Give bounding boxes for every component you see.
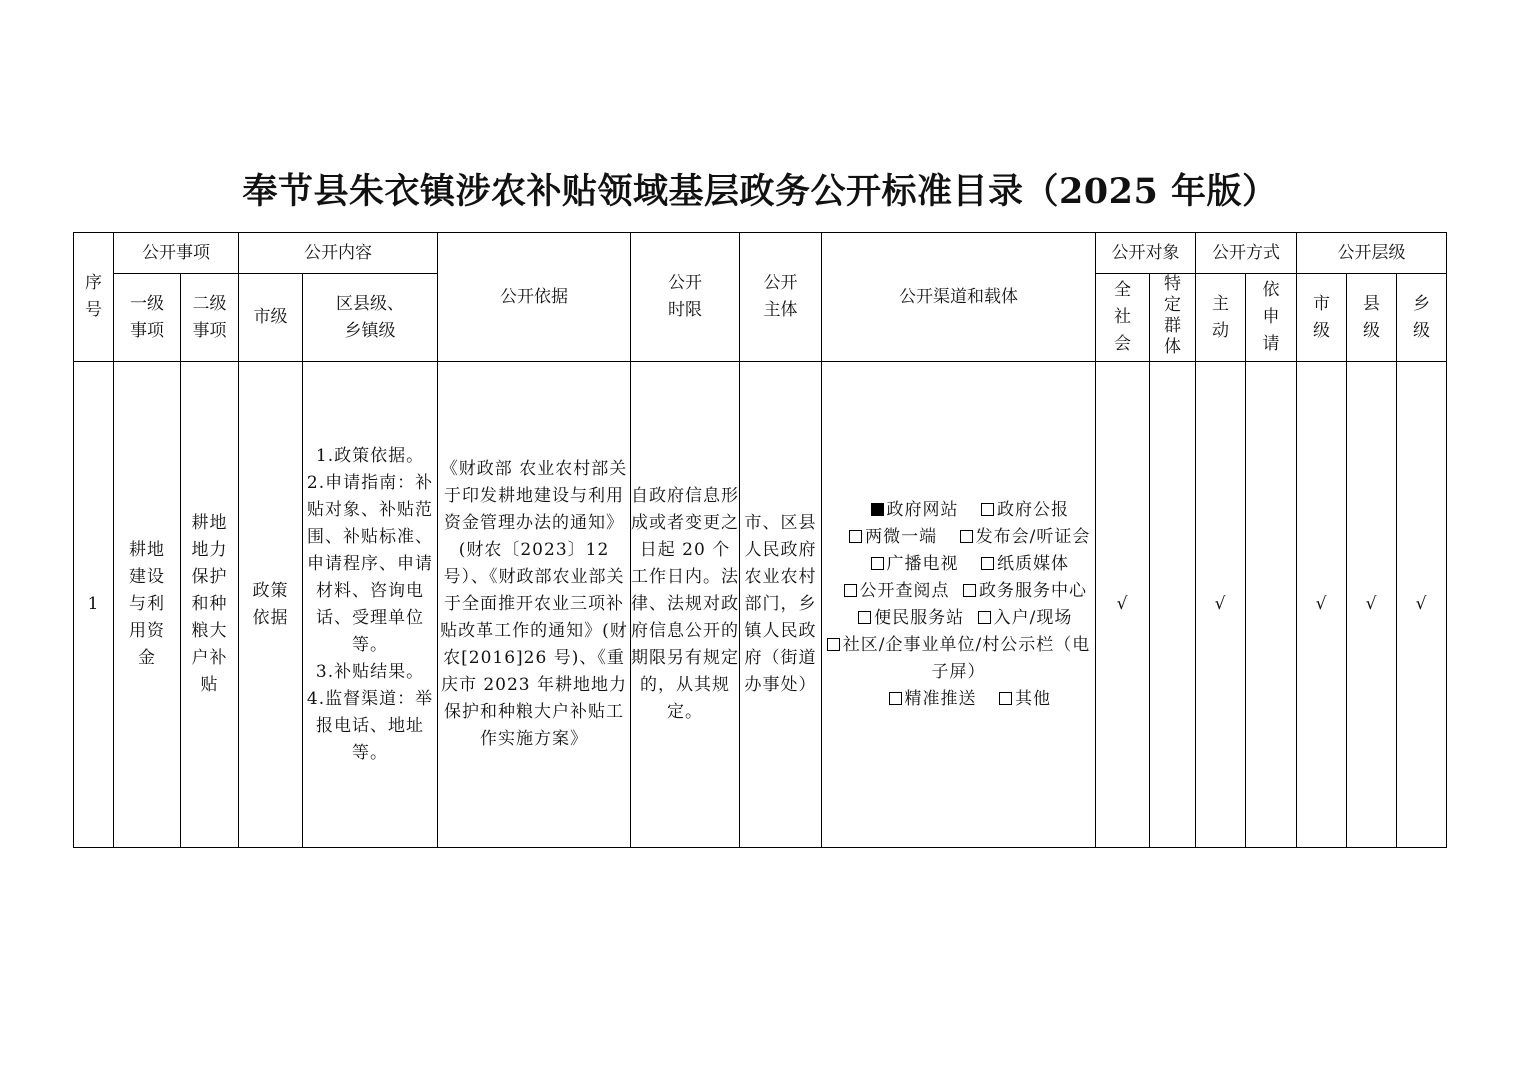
channel-line <box>822 605 1095 632</box>
header-matter-l2 <box>181 274 239 362</box>
cell-target-all: √ <box>1096 362 1150 848</box>
header-level-county-label: 县级 <box>1363 293 1380 341</box>
channel-label: 纸质媒体 <box>997 553 1069 574</box>
header-time-limit <box>631 233 740 362</box>
channel-label: 政务服务中心 <box>979 580 1087 601</box>
checkbox-icon <box>827 638 840 651</box>
header-content-county-label: 区县级、乡镇级 <box>335 293 404 341</box>
checkbox-icon <box>889 692 902 705</box>
content-city-text: 政策依据 <box>252 580 289 628</box>
checkbox-icon <box>999 692 1012 705</box>
header-matter: 公开事项 <box>114 233 239 274</box>
channel-option <box>963 581 1087 601</box>
channel-label: 入户/现场 <box>993 607 1073 628</box>
channel-label: 公开查阅点 <box>859 580 950 601</box>
cell-matter-l2 <box>181 362 239 848</box>
cell-time-limit: 自政府信息形成或者变更之日起 20 个工作日内。法律、法规对政府信息公开的期限另有规定的，从其规定。 <box>631 362 740 848</box>
channel-label: 广播电视 <box>886 553 959 574</box>
catalog-table <box>73 232 1447 848</box>
header-content-county <box>303 274 438 362</box>
channel-option <box>981 500 1069 520</box>
header-row-1 <box>74 233 1447 274</box>
channel-option <box>848 497 981 524</box>
header-method-request-label: 依申请 <box>1262 280 1280 354</box>
channel-label: 社区/企事业单位/村公示栏（电子屏） <box>842 634 1091 682</box>
header-target-specific-label: 特定群体 <box>1164 274 1181 357</box>
cell-method-active: √ <box>1196 362 1246 848</box>
header-level-city-label: 市级 <box>1313 293 1330 341</box>
channel-label: 便民服务站 <box>874 607 965 628</box>
channel-option <box>981 554 1069 574</box>
channel-line <box>822 632 1095 686</box>
cell-seq: 1 <box>74 362 114 848</box>
cell-basis: 《财政部 农业农村部关于印发耕地建设与利用资金管理办法的通知》(财农〔2023〕12 号）、《财政部农业部关于全面推开农业三项补贴改革工作的通知》(财农[2016]26 号)、《重庆市 2023 年耕地地力保护和种粮大户补贴工作实施方案》 <box>438 362 631 848</box>
channel-label: 政府网站 <box>886 499 959 520</box>
header-method-request <box>1246 274 1297 362</box>
header-channels: 公开渠道和载体 <box>822 233 1096 362</box>
checkbox-icon <box>960 530 973 543</box>
header-level-county <box>1347 274 1397 362</box>
table-row <box>74 362 1447 848</box>
content-item: 2.申请指南：补贴对象、补贴范围、补贴标准、申请程序、申请材料、咨询电话、受理单位等。 <box>306 472 434 655</box>
header-level-township <box>1397 274 1447 362</box>
channel-option <box>999 689 1051 709</box>
header-level-township-label: 乡级 <box>1413 293 1430 341</box>
channel-option <box>830 578 963 605</box>
checkbox-icon <box>963 584 976 597</box>
header-seq <box>74 233 114 362</box>
header-basis: 公开依据 <box>438 233 631 362</box>
channel-option <box>827 635 1090 682</box>
channel-list <box>822 497 1095 713</box>
content-item: 4.监督渠道：举报电话、地址等。 <box>306 688 434 763</box>
checkbox-icon <box>844 584 857 597</box>
header-content: 公开内容 <box>239 233 438 274</box>
cell-content-city <box>239 362 303 848</box>
checkbox-icon <box>981 503 994 516</box>
cell-level-township: √ <box>1397 362 1447 848</box>
channel-line <box>822 551 1095 578</box>
cell-level-county: √ <box>1347 362 1397 848</box>
header-target: 公开对象 <box>1096 233 1196 274</box>
matter-l1-text: 耕地建设与利用资金 <box>128 540 165 668</box>
header-matter-l2-label: 二级事项 <box>192 293 227 341</box>
cell-matter-l1 <box>114 362 181 848</box>
channel-option <box>848 551 981 578</box>
channel-label: 政府公报 <box>997 499 1069 520</box>
checkbox-icon <box>871 557 884 570</box>
cell-level-city: √ <box>1297 362 1347 848</box>
checkbox-icon <box>978 611 991 624</box>
header-method: 公开方式 <box>1196 233 1297 274</box>
header-level-city <box>1297 274 1347 362</box>
header-level: 公开层级 <box>1297 233 1447 274</box>
header-target-specific <box>1150 274 1196 362</box>
checkbox-icon <box>858 611 871 624</box>
header-subject-label: 公开主体 <box>763 273 798 320</box>
cell-target-specific <box>1150 362 1196 848</box>
channel-option <box>845 605 978 632</box>
document-title: 奉节县朱衣镇涉农补贴领域基层政务公开标准目录（2025 年版） <box>242 171 1278 212</box>
channel-line <box>822 497 1095 524</box>
channel-label: 两微一端 <box>865 526 938 547</box>
cell-content-county <box>303 362 438 848</box>
cell-channels <box>822 362 1096 848</box>
channel-option <box>866 686 999 713</box>
channel-option <box>960 527 1091 547</box>
channel-line <box>822 578 1095 605</box>
content-item: 1.政策依据。 <box>315 445 425 466</box>
header-time-limit-label: 公开时限 <box>667 273 702 320</box>
header-target-all-label: 全社会 <box>1114 280 1131 354</box>
channel-label: 发布会/听证会 <box>975 526 1091 547</box>
header-method-active <box>1196 274 1246 362</box>
checkbox-icon <box>849 530 862 543</box>
cell-subject: 市、区县人民政府农业农村部门，乡镇人民政府（街道办事处） <box>740 362 822 848</box>
header-matter-l1-label: 一级事项 <box>129 293 164 341</box>
header-matter-l1 <box>114 274 181 362</box>
matter-l2-text: 耕地地力保护和种粮大户补贴 <box>191 513 228 695</box>
channel-option <box>978 608 1073 628</box>
checked-box-icon <box>871 503 884 516</box>
channel-line <box>822 686 1095 713</box>
channel-label: 其他 <box>1015 688 1051 709</box>
header-content-city: 市级 <box>239 274 303 362</box>
header-seq-label: 序号 <box>85 273 102 320</box>
header-target-all <box>1096 274 1150 362</box>
content-item: 3.补贴结果。 <box>315 661 425 682</box>
channel-label: 精准推送 <box>904 688 977 709</box>
header-subject <box>740 233 822 362</box>
checkbox-icon <box>981 557 994 570</box>
header-method-active-label: 主动 <box>1212 293 1229 341</box>
cell-method-request <box>1246 362 1297 848</box>
channel-option <box>827 524 960 551</box>
channel-line <box>822 524 1095 551</box>
